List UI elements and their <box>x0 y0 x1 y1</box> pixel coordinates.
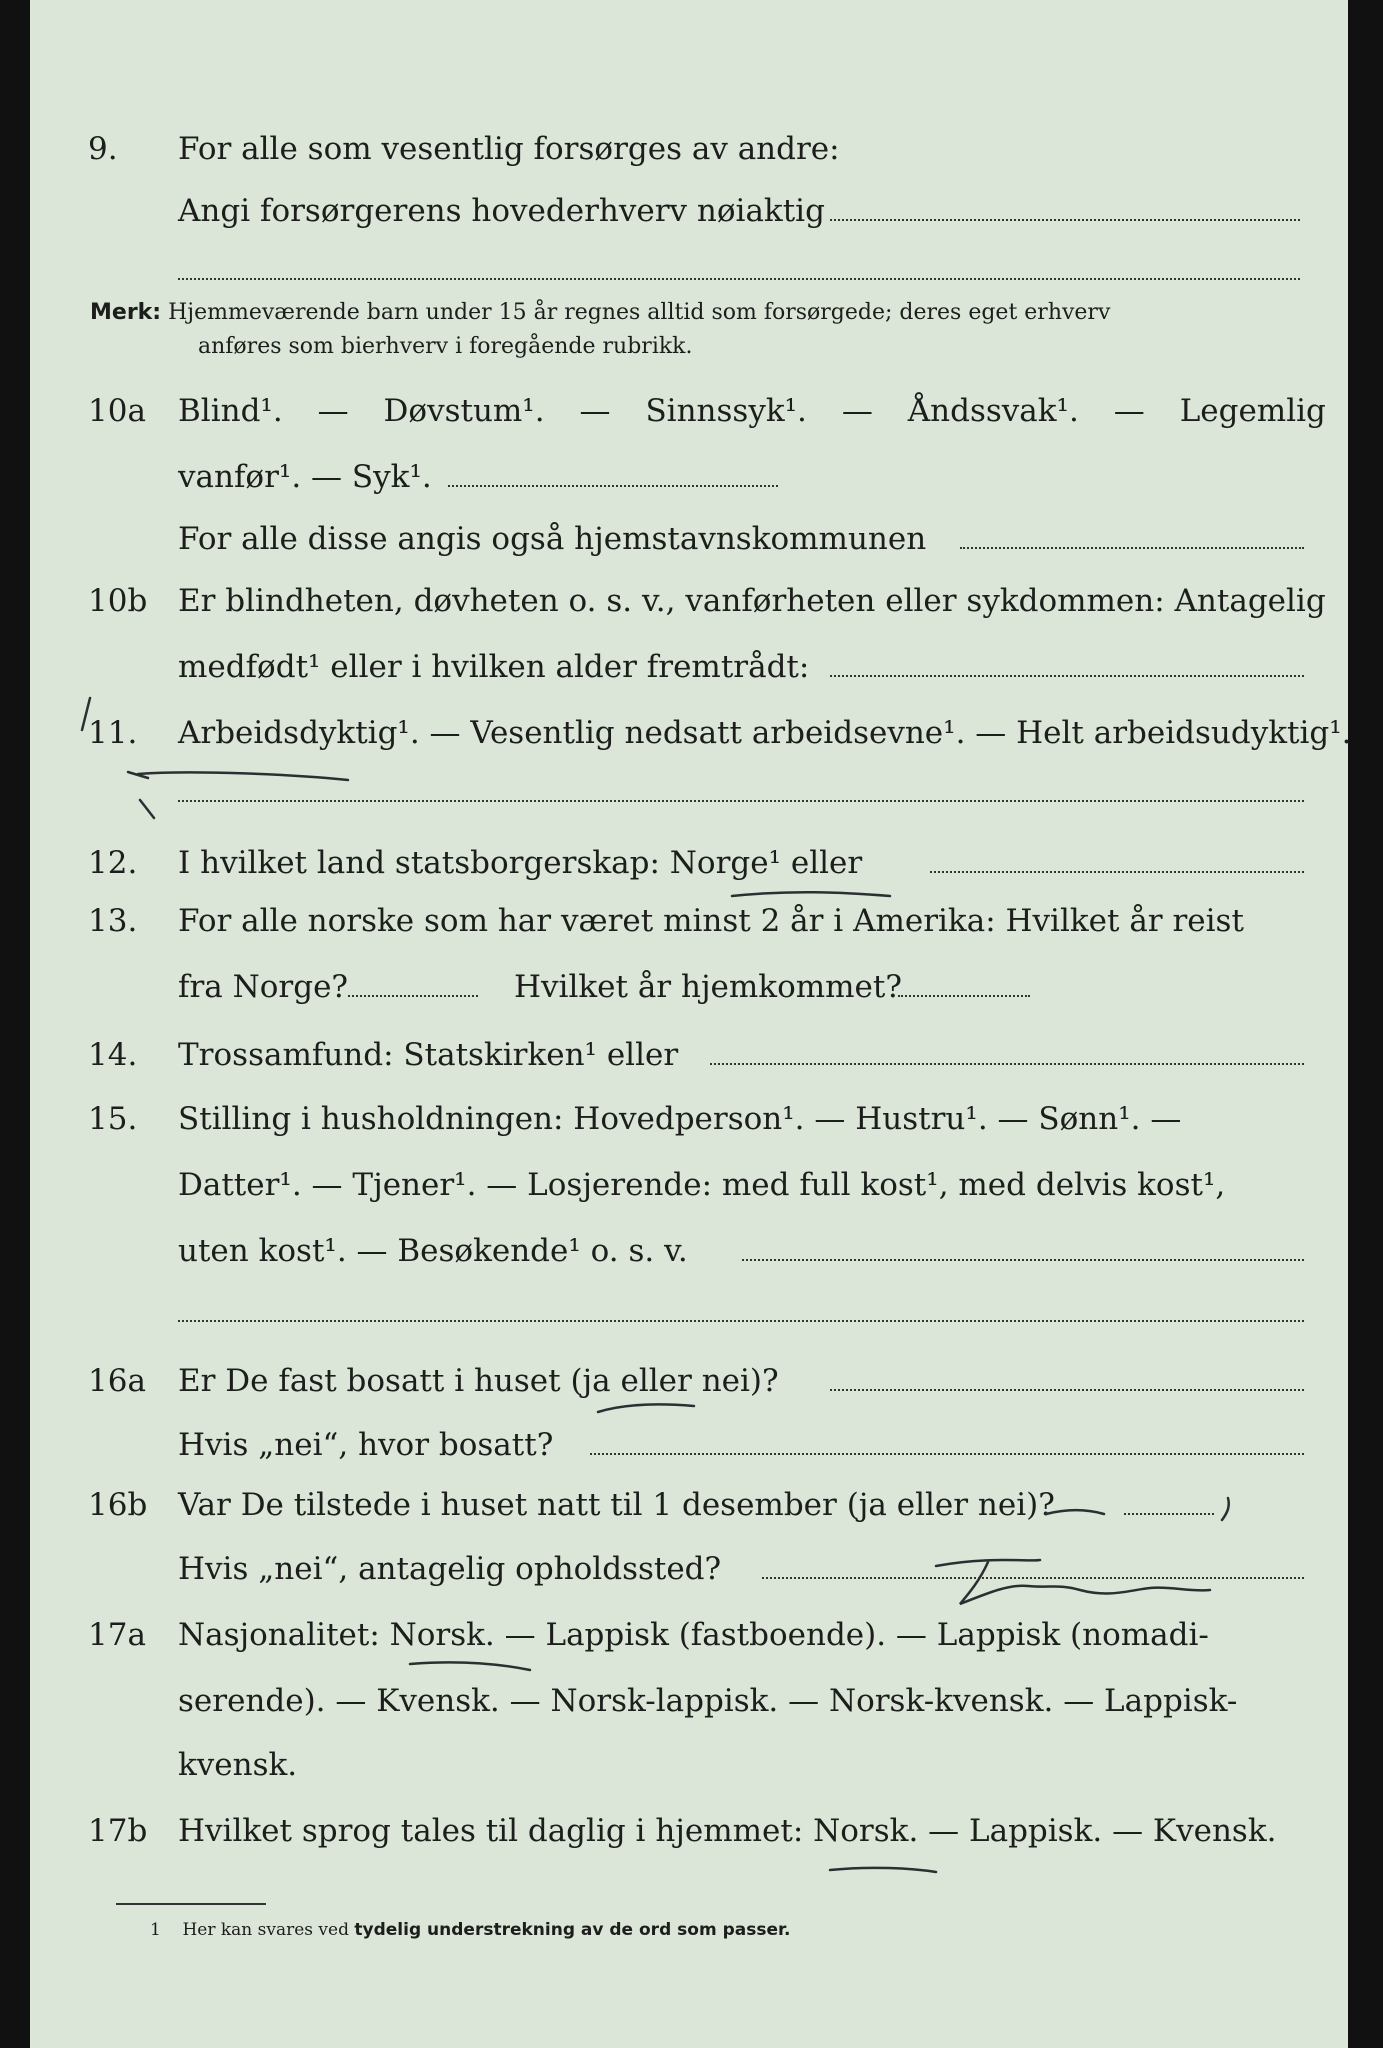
question-10b-line-2 <box>30 642 1348 692</box>
question-text: Hvis „nei“, antagelig opholdssted? <box>178 1551 722 1587</box>
question-9 <box>30 124 1348 174</box>
answer-line[interactable] <box>930 871 1304 873</box>
merk-label: Merk: <box>90 300 162 325</box>
question-text: Stilling i husholdningen: Hovedperson¹. — Hustru¹. — Sønn¹. — <box>178 1101 1182 1137</box>
census-form-page <box>30 0 1352 2048</box>
underline-arbeidsdyktig <box>138 772 348 780</box>
question-text: uten kost¹. — Besøkende¹ o. s. v. <box>178 1233 688 1269</box>
question-16b <box>30 1480 1348 1530</box>
question-text: Arbeidsdyktig¹. — Vesentlig nedsatt arbeidsevne¹. — Helt arbeidsudyktig¹. <box>178 715 1352 751</box>
merk-text-1: Hjemmeværende barn under 15 år regnes alltid som forsørgede; deres eget erhverv <box>168 300 1111 325</box>
option-legemlig: Legemlig <box>1179 393 1326 429</box>
question-text: I hvilket land statsborgerskap: Norge¹ eller <box>178 845 863 881</box>
footnote <box>150 1920 790 1940</box>
option-dovstum: Døvstum¹. <box>383 393 545 429</box>
answer-line[interactable] <box>830 675 1304 677</box>
question-number: 17b <box>88 1813 148 1849</box>
question-text <box>178 386 1326 436</box>
question-9-line-2 <box>30 186 1348 236</box>
question-15-line-2 <box>30 1160 1348 1210</box>
question-17a-line-2 <box>30 1676 1348 1726</box>
separator: — <box>1113 393 1145 429</box>
merk-note <box>90 296 1330 364</box>
question-17a-line-3 <box>30 1740 1348 1790</box>
answer-line[interactable] <box>448 485 778 487</box>
underline-norsk-17a <box>410 1662 530 1670</box>
separator: — <box>579 393 611 429</box>
question-number: 10b <box>88 583 148 619</box>
answer-line[interactable] <box>830 1389 1304 1391</box>
answer-line[interactable] <box>742 1259 1304 1261</box>
question-text: serende). — Kvensk. — Norsk-lappisk. — Norsk-kvensk. — Lappisk- <box>178 1683 1238 1719</box>
answer-line[interactable] <box>178 278 1300 280</box>
footnote-text: Her kan svares ved <box>182 1920 349 1940</box>
question-15-line-3 <box>30 1226 1348 1276</box>
answer-line[interactable] <box>960 547 1304 549</box>
question-10a-line-2 <box>30 452 1348 502</box>
answer-line[interactable] <box>830 219 1300 221</box>
underline-norsk-17b <box>830 1868 936 1872</box>
footnote-mark: 1 <box>150 1920 161 1940</box>
question-text: For alle som vesentlig forsørges av andre: <box>178 131 840 167</box>
question-number: 9. <box>88 131 118 167</box>
answer-line[interactable] <box>178 800 1304 802</box>
footnote-text-bold: tydelig understrekning av de ord som passer. <box>354 1920 791 1940</box>
merk-text-2: anføres som bierhverv i foregående rubrikk. <box>198 334 693 359</box>
question-13-line-2 <box>30 962 1348 1012</box>
question-10a <box>30 386 1348 436</box>
question-number: 13. <box>88 903 138 939</box>
question-12 <box>30 838 1348 888</box>
question-number: 15. <box>88 1101 138 1137</box>
question-text: Trossamfund: Statskirken¹ eller <box>178 1037 679 1073</box>
separator: — <box>317 393 349 429</box>
question-text: Er blindheten, døvheten o. s. v., vanførheten eller sykdommen: Antagelig <box>178 583 1326 619</box>
question-16b-line-2 <box>30 1544 1348 1594</box>
question-17b <box>30 1806 1348 1856</box>
option-sinnssyk: Sinnssyk¹. <box>645 393 807 429</box>
question-number: 14. <box>88 1037 138 1073</box>
question-text: Datter¹. — Tjener¹. — Losjerende: med full kost¹, med delvis kost¹, <box>178 1167 1226 1203</box>
separator: — <box>841 393 873 429</box>
question-10a-line-3 <box>30 514 1348 564</box>
question-number: 12. <box>88 845 138 881</box>
question-17a <box>30 1610 1348 1660</box>
footnote-divider <box>116 1903 266 1905</box>
answer-line[interactable] <box>762 1577 1304 1579</box>
question-13 <box>30 896 1348 946</box>
question-16a <box>30 1356 1348 1406</box>
question-text: Er De fast bosatt i huset (ja eller nei)? <box>178 1363 779 1399</box>
question-text: kvensk. <box>178 1747 298 1783</box>
answer-line[interactable] <box>348 995 478 997</box>
question-text: Angi forsørgerens hovederhverv nøiaktig <box>178 193 825 229</box>
question-text: Hvis „nei“, hvor bosatt? <box>178 1427 554 1463</box>
question-text: Nasjonalitet: Norsk. — Lappisk (fastboende). — Lappisk (nomadi- <box>178 1617 1209 1653</box>
question-number: 11. <box>88 715 138 751</box>
answer-line[interactable] <box>1124 1513 1214 1515</box>
question-number: 10a <box>88 393 146 429</box>
question-text: For alle norske som har været minst 2 år i Amerika: Hvilket år reist <box>178 903 1244 939</box>
question-text: medfødt¹ eller i hvilken alder fremtrådt: <box>178 649 810 685</box>
question-number: 16b <box>88 1487 148 1523</box>
question-text: Hvilket sprog tales til daglig i hjemmet: Norsk. — Lappisk. — Kvensk. <box>178 1813 1277 1849</box>
question-text: Hvilket år hjemkommet? <box>514 969 902 1005</box>
question-text: vanfør¹. — Syk¹. <box>178 459 432 495</box>
question-10b <box>30 576 1348 626</box>
question-text: fra Norge? <box>178 969 349 1005</box>
option-blind: Blind¹. <box>178 393 283 429</box>
answer-line[interactable] <box>898 995 1030 997</box>
question-text: For alle disse angis også hjemstavnskommunen <box>178 521 927 557</box>
question-15 <box>30 1094 1348 1144</box>
pencil-scribble <box>128 772 154 818</box>
question-number: 17a <box>88 1617 146 1653</box>
answer-line[interactable] <box>590 1453 1304 1455</box>
question-text: Var De tilstede i huset natt til 1 desember (ja eller nei)? <box>178 1487 1055 1523</box>
question-16a-line-2 <box>30 1420 1348 1470</box>
answer-line[interactable] <box>710 1063 1304 1065</box>
question-14 <box>30 1030 1348 1080</box>
answer-line[interactable] <box>178 1320 1304 1322</box>
option-andssvak: Åndssvak¹. <box>907 393 1079 429</box>
question-11 <box>30 708 1352 758</box>
question-number: 16a <box>88 1363 146 1399</box>
